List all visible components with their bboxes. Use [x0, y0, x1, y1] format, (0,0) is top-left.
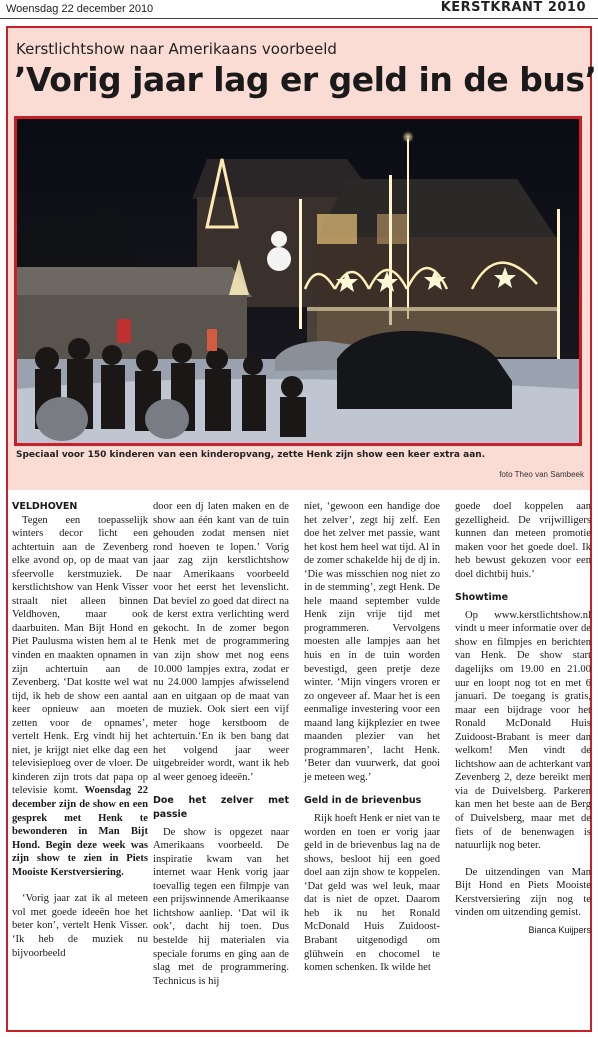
header-divider [0, 18, 598, 19]
paragraph: door een dj laten maken en de show aan één kant van de tuin gehouden zodat mensen niet rond hoeven te lopen.’ Vorig jaar zag zijn kerstlichtshow naar Amerikaans voorbeeld voor het eerst het levenslicht. Dat beviel zo goed dat direct na de kerst extra verlichting werd gekocht. In de zomer begon Henk met de programmering van zijn show met nog eens 10.000 lampjes extra, zodat er nu 24.000 lampjes afwisselend aan en uitgaan op de maat van de muziek. Ook siert een vijf meter hoge kerstboom de achtertuin.‘En ik ben bang dat het volgend jaar weer uitgebreider wordt, want ik heb al weer genoeg ideeën.’ [153, 501, 289, 783]
article-column-4 [455, 500, 591, 937]
paragraph: goede doel koppelen aan gezelligheid. De vrijwilligers kunnen dan meteen promotie maken voor het goede doel. Ik heb bewust gekozen voor een doel dichtbij huis.’ [455, 501, 591, 580]
paragraph: ‘Vorig jaar zat ik al meteen vol met goede ideeën hoe het beter kon’, vertelt Henk Visser. ‘Ik heb de muziek nu bijvoorbeeld [12, 893, 148, 959]
paragraph [12, 514, 148, 880]
paragraph: Op www.kerstlichtshow.nl vindt u meer informatie over de show en filmpjes en berichten van Henk. De show start dagelijks om 19.00 en 21.00 uur en loopt nog tot en met 6 januari. De toegang is gratis, maar een bijdrage voor het Ronald McDonald Huis Zuidoost-Brabant is meer dan welkom! Men vindt de lichtshow aan de achterkant van Zevenberg 2, deze bereikt men via de Duivelsberg. Parkeren kan men het beste aan de Berg of Duivelsberg, maar met de fiets of de benenwagen is natuurlijk nog beter. [455, 609, 591, 852]
header-date: Woensdag 22 december 2010 [6, 3, 154, 15]
subheading: Doe het zelver met passie [153, 795, 289, 821]
article-kicker: Kerstlichtshow naar Amerikaans voorbeeld [16, 40, 337, 58]
paragraph: Rijk hoeft Henk er niet van te worden en toen er vorig jaar geld in de brievenbus lag na de shows, besloot hij een goed doel aan zijn show te koppelen. ‘Dat geld was wel leuk, maar dat is niet de opzet. Daarom heb ik nu het Ronald McDonald Huis Zuidoost-Brabant uitgenodigd om glühwein en chocomel te komen schenken. Ik wilde het [304, 813, 440, 974]
article-column-3 [304, 500, 440, 975]
section-title: KERSTKRANT 2010 [440, 0, 586, 15]
paragraph: De uitzendingen van Man Bijt Hond en Piets Mooiste Kerstversiering zijn nog te vinden om uitzending gemist. [455, 866, 591, 919]
article-column-2 [153, 500, 289, 988]
paragraph: niet, ‘gewoon een handige doe het zelver’, zegt hij zelf. Een doe het zelver met passie, want het kost hem heel wat tijd. Al in de zomer schakelde hij de dj in. ‘Die was misschien nog niet zo in de stemming’, zegt Henk. De hele maand september vulde Henk zijn vrije tijd met programmeren. Vervolgens moesten alle lampjes aan het huis en in de tuin worden bevestigd, geen pretje deze winter. ‘Mijn vingers vroren er zo ongeveer af. Maar het is een eenmalige investering voor een maand lang kijkplezier en twee maanden plezier van het programmaren’, lacht Henk. ‘Beter dan vuurwerk, dat gooi je meteen weg.’ [304, 501, 440, 783]
article-headline: ’Vorig jaar lag er geld in de bus’ [14, 60, 597, 99]
photo-credit: foto Theo van Sambeek [499, 470, 584, 479]
paragraph-text: Tegen een toepasselijk winters decor licht een achtertuin aan de Zevenberg elke avond op, op de maat van sfeervolle kerstmuziek. De kerstlichtshow van Henk Visser straalt niet alleen binnen Veldhoven, maar ook daarbuiten. Man Bijt Hond en Piet Paulusma wisten hem al te vinden en maakten opnamen in zijn achtertuin aan de Zevenberg. ‘Dat kostte wel wat tijd, ik heb de show een aantal keer opnieuw aan moeten zetten voor de opnames’, vertelt Henk. Erg vindt hij het niet, je krijgt niet elke dag een televisieploeg over de vloer. De kinderen zijn trots dat papa op televisie komt. [12, 514, 148, 797]
article-photo [14, 116, 582, 446]
paragraph: De show is opgezet naar Amerikaans voorbeeld. De inspiratie kwam van het internet waar Henk vorig jaar toevallig tegen een filmpje van een prijswinnende Amerikaanse lichtshow aanliep. ‘Dat wil ik ook’, dacht hij toen. Dus bestelde hij materialen via speciale forums en ging aan de slag met de programmering. Technicus is hij [153, 826, 289, 987]
subheading: Geld in de brievenbus [304, 795, 422, 807]
author-byline: Bianca Kuijpers [528, 924, 591, 935]
dateline: VELDHOVEN [12, 501, 78, 512]
broadcast-info: Woensdag 22 december zijn de show en een gesprek met Henk te bewonderen in Man Bijt Hond. Begin deze week was zijn show te zien in Piets Mooiste Kerstversiering. [12, 785, 149, 878]
subheading: Showtime [455, 592, 509, 604]
article-column-1 [12, 500, 148, 960]
photo-caption: Speciaal voor 150 kinderen van een kinderopvang, zette Henk zijn show een keer extra aan. [16, 450, 486, 460]
